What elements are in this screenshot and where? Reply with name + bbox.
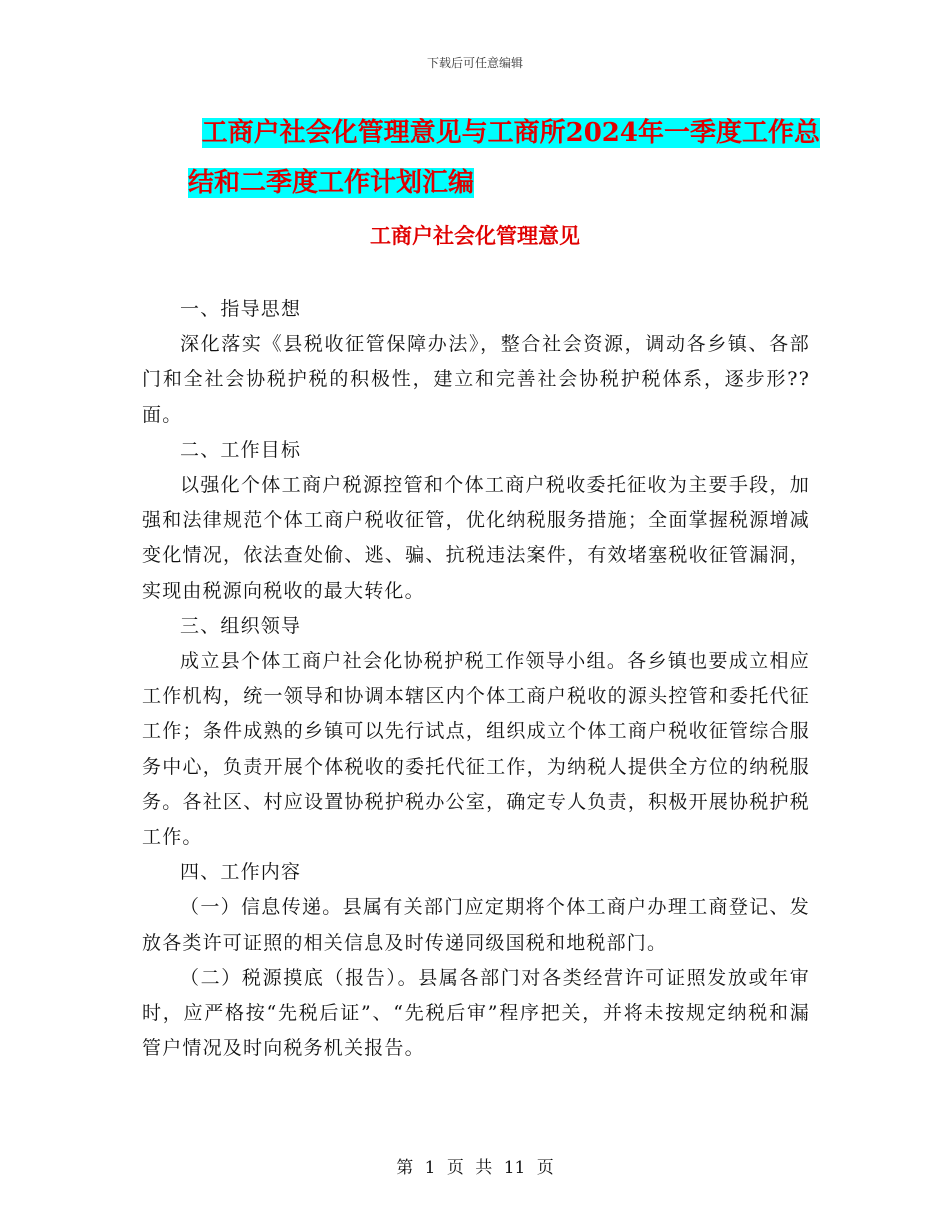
paragraph-guiding-ideology: 深化落实《县税收征管保障办法》，整合社会资源，调动各乡镇、各部门和全社会协税护税的积极性，建立和完善社会协税护税体系，逐步形??面。 [142, 333, 810, 426]
body-text [142, 292, 810, 1066]
header-note: 下载后可任意编辑 [426, 56, 523, 70]
heading-guiding-ideology: 一、指导思想 [180, 298, 302, 320]
document-title-line-1 [150, 108, 820, 158]
title-highlight-2: 结和二季度工作计划汇编 [188, 168, 475, 198]
section-title: 工商户社会化管理意见 [370, 223, 580, 248]
heading-work-content: 四、工作内容 [180, 861, 302, 884]
title-highlight-1: 工商户社会化管理意见与工商所2024年一季度工作总 [201, 118, 820, 148]
heading-work-goals: 二、工作目标 [180, 438, 302, 461]
document-title-line-2 [150, 158, 820, 208]
paragraph-tax-source-survey: （二）税源摸底（报告）。县属各部门对各类经营许可证照发放或年审时，应严格按“先税后证”、“先税后审”程序把关，并将未按规定纳税和漏管户情况及时向税务机关报告。 [142, 966, 810, 1060]
paragraph-information-transfer: （一）信息传递。县属有关部门应定期将个体工商户办理工商登记、发放各类许可证照的相关信息及时传递同级国税和地税部门。 [142, 896, 810, 954]
document-title [150, 108, 820, 208]
paragraph-organization: 成立县个体工商户社会化协税护税工作领导小组。各乡镇也要成立相应工作机构，统一领导和协调本辖区内个体工商户税收的源头控管和委托代征工作；条件成熟的乡镇可以先行试点，组织成立个体工商户税收征管综合服务中心，负责开展个体税收的委托代征工作，为纳税人提供全方位的纳税服务。各社区、村应设置协税护税办公室，确定专人负责，积极开展协税护税工作。 [142, 650, 810, 849]
heading-organization: 三、组织领导 [180, 614, 302, 637]
page-footer: 第 1 页 共 11 页 [396, 1158, 554, 1178]
paragraph-work-goals: 以强化个体工商户税源控管和个体工商户税收委托征收为主要手段，加强和法律规范个体工商户税收征管，优化纳税服务措施；全面掌握税源增减变化情况，依法查处偷、逃、骗、抗税违法案件，有效堵塞税收征管漏洞，实现由税源向税收的最大转化。 [142, 474, 810, 602]
